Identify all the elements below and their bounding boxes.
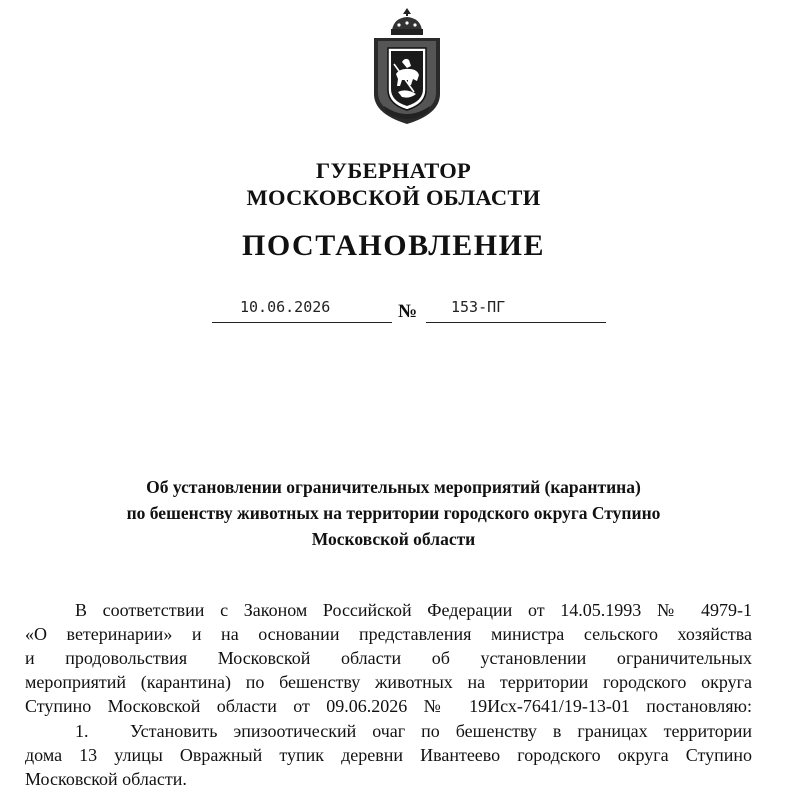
item-1-line-3: Московской области. [25,769,187,789]
item-1-line-2: дома 13 улицы Овражный тупик деревни Ивантеево городского округа Ступино [25,745,752,765]
coat-of-arms-icon [364,6,450,126]
document-number: 153-ПГ [451,298,506,316]
item-1-number: 1. [75,721,89,741]
body-paragraph-line-5: Ступино Московской области от 09.06.2026 № 19Исх-7641/19-13-01 постановляю: [25,696,752,716]
document-type-heading: ПОСТАНОВЛЕНИЕ [242,229,545,262]
coat-of-arms-emblem [364,6,450,126]
date-underline [212,322,392,323]
subject-line-2: по бешенству животных на территории городского округа Ступино [126,503,661,523]
body-paragraph-line-1: В соответствии с Законом Российской Федерации от 14.05.1993 № 4979-1 [75,600,752,620]
number-underline [426,322,606,323]
subject-line-3: Московской области [311,529,476,549]
document-date: 10.06.2026 [240,298,331,316]
body-paragraph-line-3: и продовольствия Московской области об установлении ограничительных [25,648,752,668]
body-paragraph-line-2: «О ветеринарии» и на основании представления министра сельского хозяйства [25,624,752,644]
issuer-title-line1: ГУБЕРНАТОР [315,158,472,183]
subject-line-1: Об установлении ограничительных мероприятий (карантина) [146,477,641,497]
body-paragraph-line-4: мероприятий (карантина) по бешенству животных на территории городского округа [25,672,752,692]
number-sign: № [398,301,418,322]
item-1-line-1: Установить эпизоотический очаг по бешенству в границах территории [130,721,752,741]
issuer-title-line2: МОСКОВСКОЙ ОБЛАСТИ [246,185,541,210]
